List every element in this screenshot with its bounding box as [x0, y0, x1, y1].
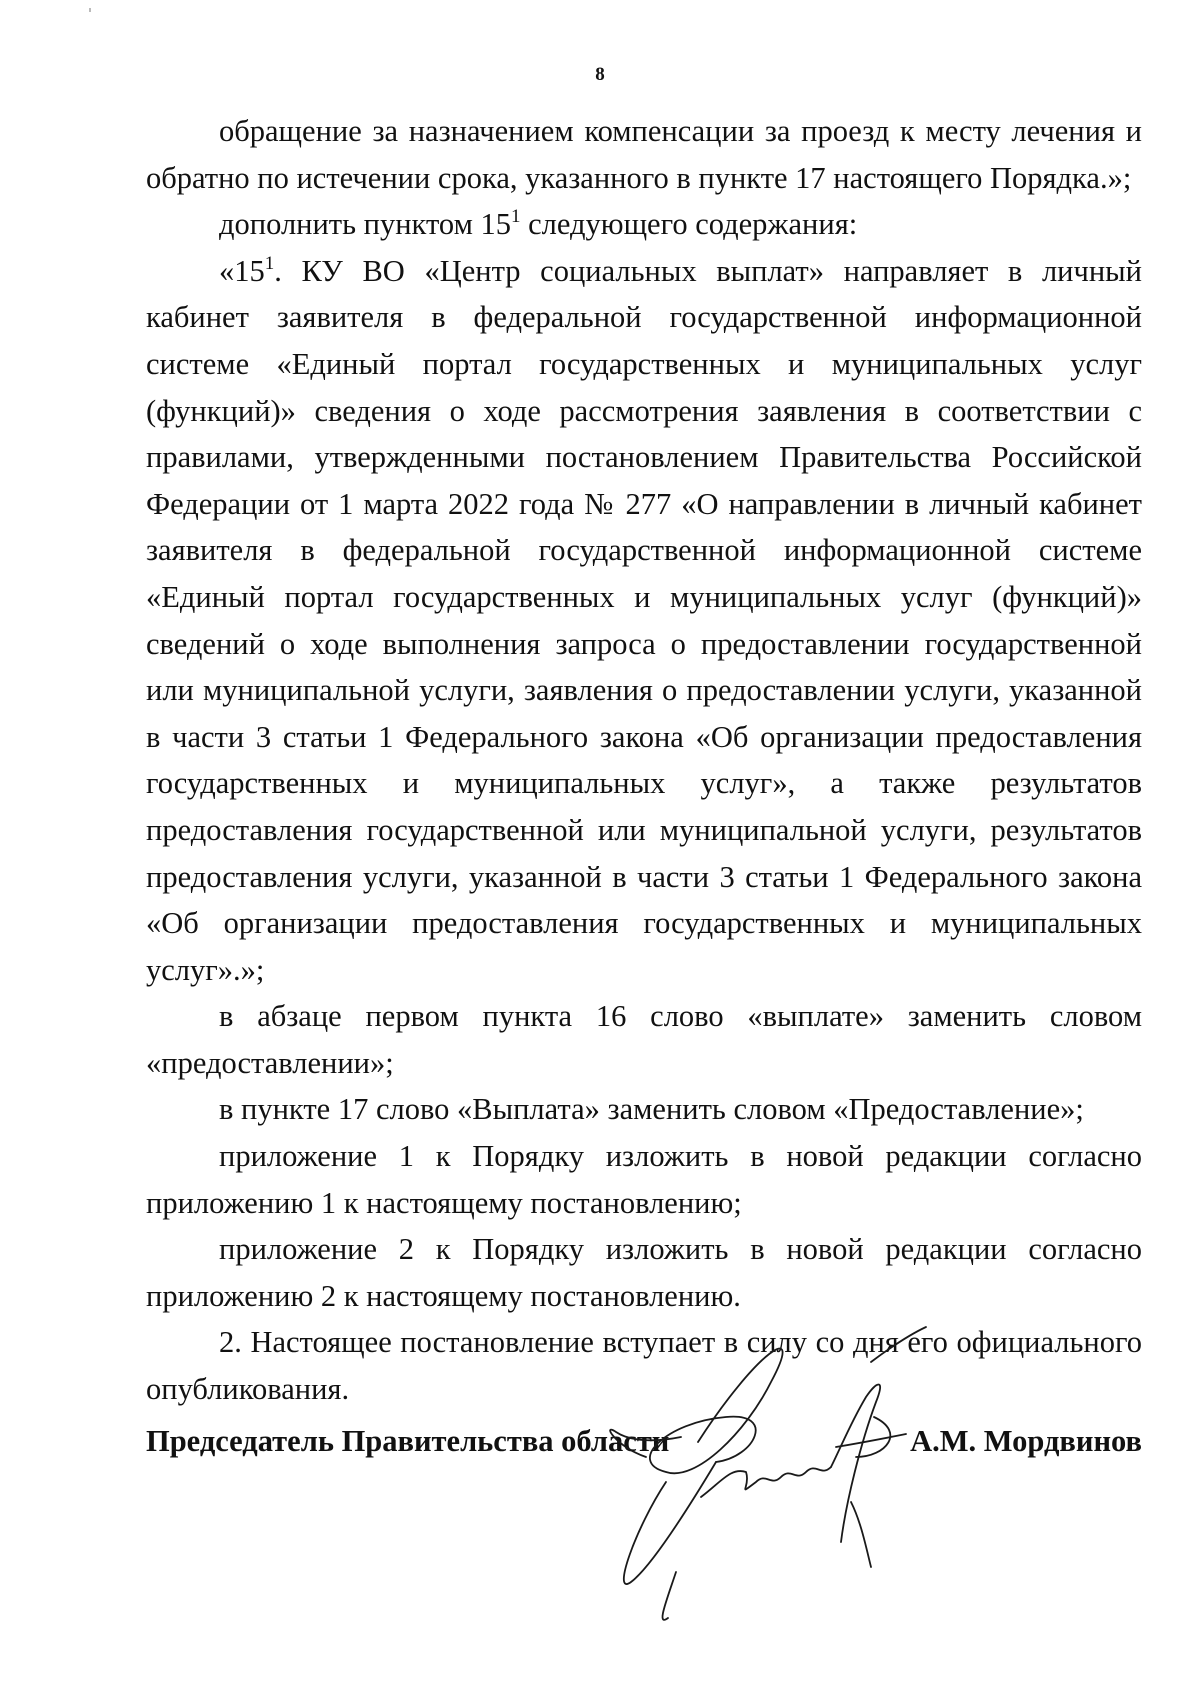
paragraph: в пункте 17 слово «Выплата» заменить словом «Предоставление»;: [219, 1092, 1084, 1127]
scan-speck: [89, 8, 91, 12]
paragraph: [146, 201, 1142, 248]
paragraph-text: . КУ ВО «Центр социальных выплат» направляет в личный кабинет заявителя в федеральной государственной информационной системе «Единый портал государственных и муниципальных услуг (функций)» сведения о ходе рассмотрения заявления в соответствии с правилами, утвержденными постановлением Правительства Российской Федерации от 1 марта 2022 года № 277 «О направлении в личный кабинет заявителя в федеральной государственной информационной системе «Единый портал государственных и муниципальных услуг (функций)» сведений о ходе выполнения запроса о предоставлении государственной или муниципальной услуги, заявления о предоставлении услуги, указанной в части 3 статьи 1 Федерального закона «Об организации предоставления государственных и муниципальных услуг», а также результатов предоставления государственной или муниципальной услуги, результатов предоставления услуги, указанной в части 3 статьи 1 Федерального закона «Об организации предоставления государственных и муниципальных услуг».»;: [146, 253, 1142, 987]
paragraph-text: следующего содержания:: [520, 207, 858, 242]
paragraph: приложение 1 к Порядку изложить в новой редакции согласно приложению 1 к настоящему постановлению;: [146, 1139, 1142, 1220]
handwritten-signature: [606, 1322, 946, 1632]
signer-name: А.М. Мордвинов: [910, 1424, 1142, 1458]
page-number: 8: [595, 64, 605, 85]
superscript: 1: [264, 252, 275, 274]
document-body: [146, 108, 1142, 1413]
paragraph-text: дополнить пунктом 15: [219, 207, 511, 242]
paragraph: в абзаце первом пункта 16 слово «выплате» заменить словом «предоставлении»;: [146, 999, 1142, 1080]
signer-position: Председатель Правительства области: [146, 1424, 670, 1458]
paragraph: 2. Настоящее постановление вступает в силу со дня его официального опубликования.: [146, 1325, 1142, 1407]
superscript: 1: [511, 206, 521, 228]
paragraph: [146, 248, 1142, 994]
paragraph-text: «15: [219, 253, 265, 288]
paragraph: приложение 2 к Порядку изложить в новой редакции согласно приложению 2 к настоящему постановлению.: [146, 1232, 1142, 1313]
paragraph: обращение за назначением компенсации за проезд к месту лечения и обратно по истечении срока, указанного в пункте 17 настоящего Порядка.»;: [146, 114, 1142, 195]
